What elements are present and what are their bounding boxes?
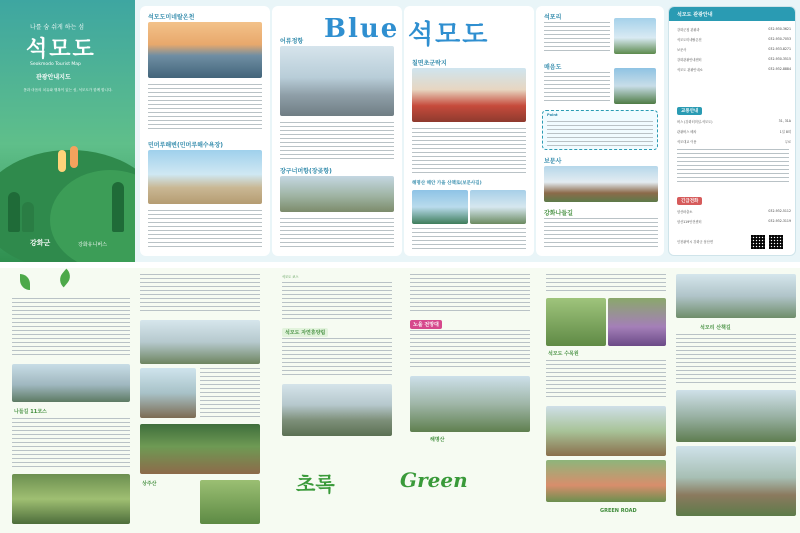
- emergency-label: 삼산119안전센터: [677, 220, 702, 224]
- trail-photo: [470, 190, 526, 224]
- intro-text: [12, 298, 130, 358]
- transport-row: [677, 129, 791, 134]
- bridge-photo: [140, 368, 196, 418]
- info-row: [677, 67, 791, 72]
- section-text: [140, 274, 260, 314]
- transport-value: 무료: [784, 140, 791, 144]
- flower-photo: [608, 298, 666, 346]
- sunset-view-photo: [410, 376, 530, 432]
- section-title: 석모도미네랄온천: [148, 14, 195, 21]
- section-title: 민머루해변(민머루해수욕장): [148, 142, 224, 149]
- info-label: 강화관광안내센터: [677, 58, 702, 62]
- landscape-photo: [12, 364, 130, 402]
- section-text: [410, 330, 530, 370]
- section-text: [148, 84, 262, 132]
- top-sheet: [0, 0, 800, 262]
- port-photo: [280, 176, 394, 212]
- blue-title: Blue: [324, 14, 400, 44]
- section-text: [412, 128, 526, 174]
- section-title: 장구너머항(장곶항): [280, 168, 332, 175]
- cover-tagline: 나를 숨 쉬게 하는 섬: [30, 24, 84, 31]
- tourist-info-panel: [668, 6, 796, 256]
- info-row: [677, 57, 791, 62]
- blue-title-korean: 석모도: [408, 20, 490, 50]
- hiker-icon: [58, 150, 66, 172]
- transport-value: 1일 8회: [779, 130, 791, 134]
- emergency-tag: 긴급전화: [677, 197, 702, 205]
- cover-panel: [0, 0, 135, 262]
- transport-text: [677, 149, 789, 183]
- county-logo: 강화군: [30, 239, 51, 247]
- section-title: 매음도: [544, 64, 562, 71]
- info-phone[interactable]: 032-933-8271: [768, 47, 791, 51]
- emergency-row: [677, 209, 791, 214]
- section-text: [12, 418, 130, 468]
- info-row: [677, 27, 791, 32]
- section-text: [280, 122, 394, 160]
- temple-photo: [544, 166, 658, 202]
- island-photo: [614, 68, 656, 104]
- saltmarsh-photo: [412, 68, 526, 122]
- section-title: 해명산: [430, 437, 445, 443]
- port-photo: [614, 18, 656, 54]
- forest-photo: [12, 474, 130, 524]
- panel-hot-spring: [140, 6, 270, 256]
- transport-label: 버스 (강화터미널-석모도): [677, 120, 713, 124]
- info-row: [677, 37, 791, 42]
- transport-label: 관광버스 배차: [677, 130, 697, 134]
- section-title: 해명산 해안 가을 산책로(보문사길): [412, 181, 482, 186]
- info-phone[interactable]: 032-930-3621: [768, 27, 791, 31]
- tree-icon: [8, 192, 20, 232]
- section-title: 상주산: [142, 481, 157, 487]
- resort-photo: [676, 446, 796, 516]
- section-title: 석모도 자연휴양림: [282, 328, 328, 337]
- section-text: [200, 368, 260, 418]
- info-footer: 인천광역시 강화군 삼산면: [677, 240, 713, 244]
- flowerbed-photo: [546, 460, 666, 502]
- qr-code-icon[interactable]: [769, 235, 783, 249]
- transport-tag: 교통안내: [677, 107, 702, 115]
- panel-harbor: [272, 6, 402, 256]
- mountain-photo: [200, 480, 260, 524]
- transport-row: [677, 139, 791, 144]
- section-title: 노을 전망대: [410, 320, 442, 329]
- section-title: 보문사: [544, 158, 562, 165]
- info-label: 강화군청 관광과: [677, 28, 700, 32]
- section-title: 석포리: [544, 14, 562, 21]
- info-row: [677, 47, 791, 52]
- section-text: [410, 274, 530, 314]
- section-title: 강화나들길: [544, 210, 573, 217]
- section-title: 석모리 산책길: [700, 325, 731, 331]
- info-phone[interactable]: 032-930-7053: [768, 37, 791, 41]
- harbor-photo: [280, 46, 394, 116]
- emergency-phone[interactable]: 032-932-5112: [768, 209, 791, 213]
- course-step: 석모도 코스: [282, 275, 299, 279]
- hiker-icon: [70, 146, 78, 168]
- emergency-label: 삼산파출소: [677, 210, 693, 214]
- section-text: [544, 22, 610, 52]
- section-text: [280, 218, 394, 250]
- panel-temple: [536, 6, 664, 256]
- course-text: [282, 282, 392, 322]
- hot-spring-photo: [148, 22, 262, 78]
- section-title: 칠면초군락지: [412, 60, 447, 67]
- info-label: 석모도 관광안내소: [677, 68, 703, 72]
- cover-english-title: Seokmodo Tourist Map: [30, 62, 81, 67]
- universe-logo: 강화유니버스: [78, 242, 107, 248]
- section-text: [412, 228, 526, 252]
- bottom-sheet: [0, 268, 800, 533]
- transport-value: 31, 31A: [778, 119, 791, 123]
- tree-icon: [22, 202, 34, 232]
- transport-row: [677, 119, 791, 124]
- section-text: [546, 274, 666, 294]
- info-label: 보문사: [677, 48, 687, 52]
- green-title-korean: 초록: [296, 472, 335, 496]
- garden-photo: [546, 406, 666, 456]
- emergency-phone[interactable]: 032-932-3119: [768, 219, 791, 223]
- tree-icon: [112, 182, 124, 232]
- qr-code-icon[interactable]: [751, 235, 765, 249]
- section-title: 나들길 11코스: [14, 409, 47, 415]
- cover-description: 몸과 마음의 치유와 행복이 있는 섬, 석모도가 함께 합니다.: [23, 88, 113, 92]
- cover-subtitle: 관광안내지도: [36, 74, 71, 81]
- section-text: [546, 360, 666, 400]
- trail-label: GREEN ROAD: [600, 508, 637, 514]
- forest-view-photo: [282, 384, 392, 436]
- section-text: [544, 72, 610, 102]
- route-box: [542, 110, 658, 150]
- cover-title: 석모도: [26, 37, 96, 62]
- section-title: 어류정항: [280, 38, 304, 45]
- route-text: [547, 121, 653, 147]
- arboretum-photo: [546, 298, 606, 346]
- green-title: Green: [400, 468, 468, 492]
- info-phone[interactable]: 032-932-8884: [768, 67, 791, 71]
- info-label: 석모도미네랄온천: [677, 38, 702, 42]
- leaf-icon: [20, 274, 30, 290]
- emergency-row: [677, 219, 791, 224]
- transport-label: 석모대교 이용: [677, 140, 697, 144]
- trail-photo: [412, 190, 468, 224]
- beach-photo: [148, 150, 262, 204]
- section-text: [544, 218, 658, 250]
- pavilion-photo: [140, 424, 260, 474]
- section-text: [282, 338, 392, 378]
- info-phone[interactable]: 032-930-3515: [768, 57, 791, 61]
- recreation-forest-photo: [676, 274, 796, 318]
- section-text: [148, 210, 262, 250]
- panel-flats: [404, 6, 534, 256]
- campsite-photo: [676, 390, 796, 442]
- arboretum-photo: [140, 320, 260, 364]
- section-text: [676, 334, 796, 384]
- info-header: 석모도 관광안내: [669, 7, 796, 21]
- leaf-icon: [56, 269, 74, 288]
- route-label: Point: [547, 113, 558, 117]
- section-title: 석모도 수목원: [548, 351, 579, 357]
